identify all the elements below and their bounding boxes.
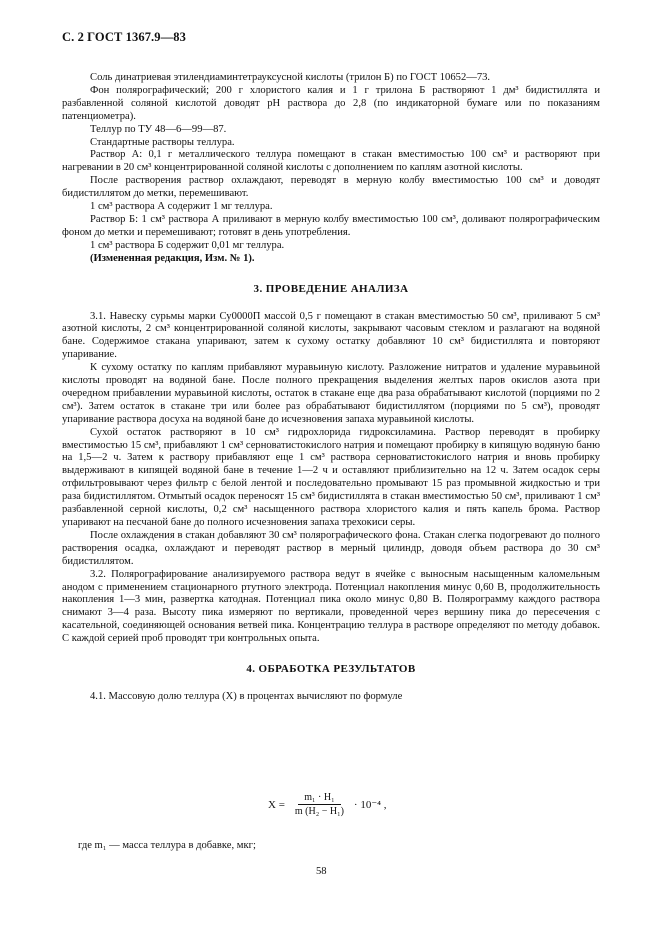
paragraph: 4.1. Массовую долю теллура (X) в процентах вычисляют по формуле [90, 690, 403, 702]
paragraph: Фон полярографический; 200 г хлористого калия и 1 г трилона Б растворяют 1 дм³ бидистиллята и разбавленной соляной кислотой доводят pH раствора до 2,8 (по индикаторной бумаге или по показаниям патенциометра). [62, 84, 600, 122]
formula [268, 792, 386, 817]
page-number: 58 [316, 866, 327, 877]
document-body [62, 72, 600, 704]
paragraph: 1 см³ раствора Б содержит 0,01 мг теллура. [90, 239, 285, 251]
paragraph: После растворения раствор охлаждают, переводят в мерную колбу вместимостью 100 см³ и доводят бидистиллятом до метки, перемешивают. [62, 175, 600, 200]
formula-numerator: m₁ · H₁ [298, 792, 340, 805]
paragraph: 3.1. Навеску сурьмы марки Су0000П массой 0,5 г помещают в стакан вместимостью 50 см³, приливают 5 см³ азотной кислоты, 2 см³ концентрированной соляной кислоты, закрывают часовым стеклом и разлагают на водяной бане. Содержимое стакана упаривают, затем к сухому остатку добавляют 10 см³ бидистиллята и повторяют упаривание. [62, 310, 600, 361]
formula-denominator: m (H₂ − H₁) [294, 806, 344, 817]
paragraph: После охлаждения в стакан добавляют 30 см³ полярографического фона. Стакан слегка подогревают до полного растворения осадка, охлаждают и переводят раствор в мерный цилиндр, доводя объем раствора до 30 см³ бидистиллятом. [62, 529, 600, 567]
paragraph: Стандартные растворы теллура. [90, 136, 235, 148]
paragraph: Теллур по ТУ 48—6—99—87. [90, 123, 227, 135]
formula-factor: · 10⁻⁴ , [353, 799, 387, 811]
section-3-title: 3. ПРОВЕДЕНИЕ АНАЛИЗА [253, 282, 409, 295]
formula-fraction [289, 792, 350, 817]
paragraph: 3.2. Полярографирование анализируемого раствора ведут в ячейке с выносным насыщенным каломельным анодом с применением стационарного ртутного электрода. Потенциал накопления минус 0,60 В, продолжительность накопления 1—3 мин, развертка катодная. Потенциал пика около минус 0,80 В. Полярограмму каждого раствора снимают 3—4 раза. Высоту пика измеряют по вертикали, проведенной через вершину пика до пересечения с касательной, соединяющей основания ветвей пика. Концентрацию теллура в растворе определяют по методу добавок. С каждой серией проб проводят три контрольных опыта. [62, 568, 600, 645]
amendment-note: (Измененная редакция, Изм. № 1). [90, 252, 255, 264]
section-4-title: 4. ОБРАБОТКА РЕЗУЛЬТАТОВ [246, 663, 416, 676]
formula-lhs: X = [268, 798, 285, 811]
formula-legend: где m₁ — масса теллура в добавке, мкг; [78, 840, 256, 851]
paragraph: К сухому остатку по каплям прибавляют муравьиную кислоту. Разложение нитратов и удаление муравьиной кислоты проводят на водяной бане. После полного прекращения выделения желтых паров окислов азота при очередном прибавлении муравьиной кислоты, остаток в стакане еще два раза обрабатывают кислотой (порциями по 2 см³). Затем остаток в стакане три или более раз обрабатывают бидистиллятом (порциями по 5 см³), проводят упаривание раствора досуха на водяной бане до исчезновения запаха муравьиной кислоты. [62, 362, 600, 425]
paragraph: Раствор Б: 1 см³ раствора А приливают в мерную колбу вместимостью 100 см³, доливают полярографическим фоном до метки и перемешивают; готовят в день употребления. [62, 213, 600, 238]
paragraph: Сухой остаток растворяют в 10 см³ гидрохлорида гидроксиламина. Раствор переводят в пробирку вместимостью 15 см³, прибавляют 1 см³ серноватистокислого натрия и помещают пробирку в кипящую водяную баню на 1,5—2 ч. Затем к раствору прибавляют еще 1 см³ раствора серноватистокислого натрия и вновь пробирку выдерживают в кипящей водяной бане в течение 1—2 ч и оставляют приблизительно на 12 ч. Затем осадок серы отфильтровывают через фильтр с белой лентой и последовательно промывают 15 раз промывной жидкостью и три раза бидистиллятом. Отмытый осадок переносят 15 см³ бидистиллята в стакан вместимостью 50 см³, приливают 1 см³ разбавленной серной кислоты, 0,2 см³ насыщенного раствора хлористого калия и пять капель брома. Раствор упаривают на песчаной бане до полного исчезновения запаха трехокиси серы. [62, 426, 600, 528]
paragraph: 1 см³ раствора А содержит 1 мг теллура. [90, 201, 273, 213]
page-header: С. 2 ГОСТ 1367.9—83 [62, 30, 186, 44]
paragraph: Раствор А: 0,1 г металлического теллура помещают в стакан вместимостью 100 см³ и растворяют при нагревании в 20 см³ концентрированной соляной кислоты с дополнением по каплям азотной кислоты. [62, 149, 600, 174]
paragraph: Соль динатриевая этилендиаминтетрауксусной кислоты (трилон Б) по ГОСТ 10652—73. [90, 72, 491, 83]
